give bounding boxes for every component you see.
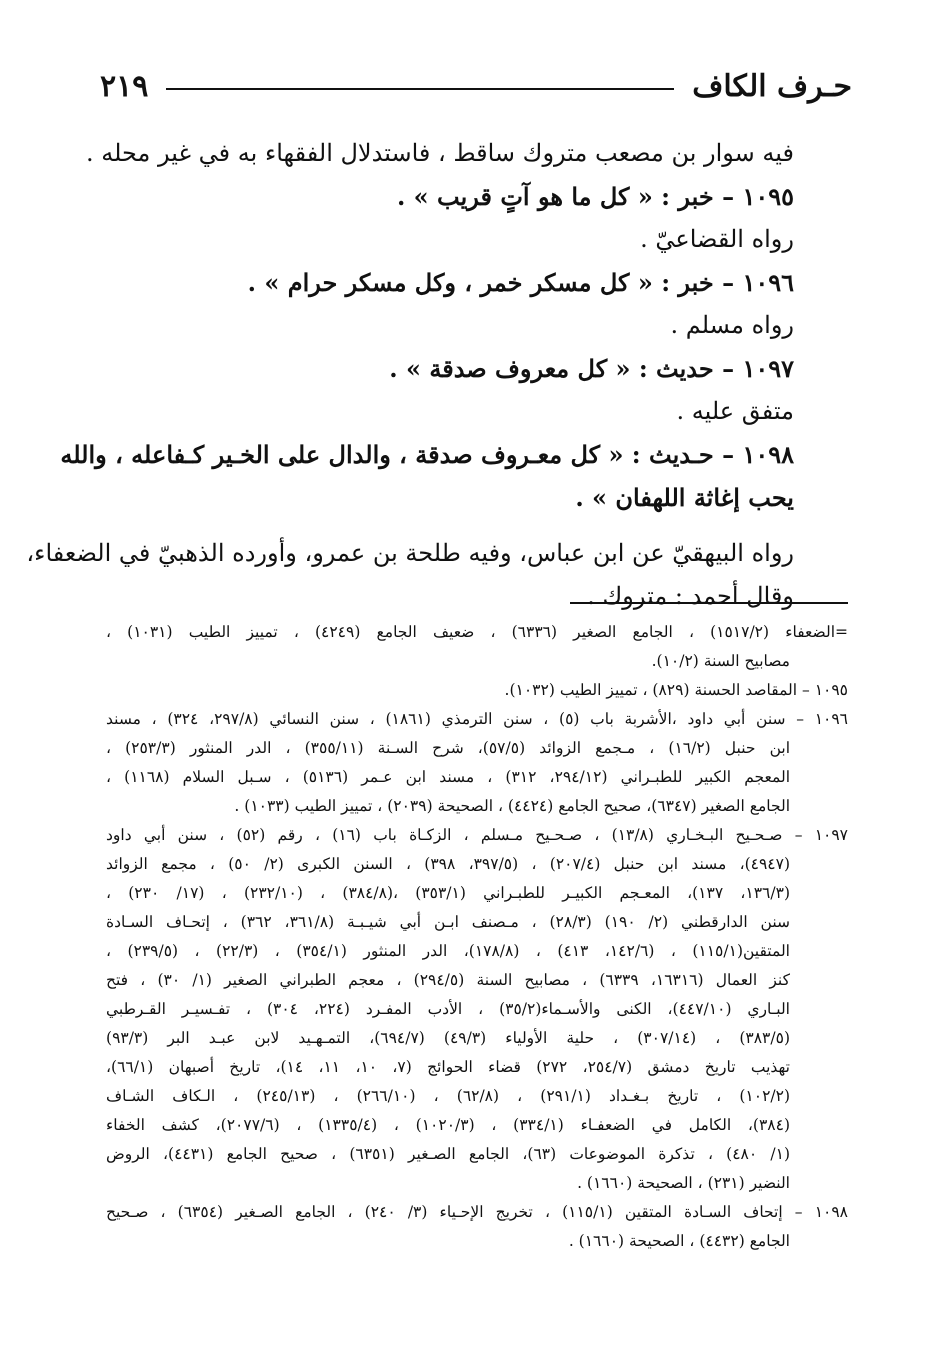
- footnote-line: ١٠٩٦ – سنن أبي داود ،الأشربة باب (٥) ، سنن الترمذي (١٨٦١) ، سنن النسائي (٢٩٧/٨، ٣٢٤) ، مسند: [106, 710, 848, 728]
- main-text-line: ١٠٩٥ – خبر : « كل ما هو آتٍ قريب » .: [396, 182, 794, 211]
- page-number: ٢١٩: [100, 68, 149, 104]
- footnote-line: ١٠٩٨ – إتحاف السـادة المتقين (١١٥/١) ، تخريج الإحـياء (٣/ ٢٤٠) ، الجامع الصـغير (٦٣٥٤) ، صـحيح: [106, 1203, 849, 1221]
- footnote-line: ابن حنبل (١٦/٢) ، مـجمع الزوائد (٥٧/٥)، شرح السـنة (٣٥٥/١١) ، الدر المنثور (٢٥٣/٣) ،: [106, 739, 790, 757]
- paragraph-gap: [104, 519, 794, 532]
- main-text-line: رواه القضاعيّ .: [640, 225, 794, 253]
- main-text-line: وقال أحمد : متروك .: [587, 582, 794, 610]
- footnote-line: البـاري (٤٤٧/١٠)، الكنى والأسـماء(٣٥/٢) ، الأدب المفـرد (٢٢٤، ٣٠٤) ، تفـسيـر القـرطبي: [106, 1000, 790, 1018]
- footnote-separator: [570, 602, 848, 604]
- footnote-line: (٣٨٣/٥) ، (٣٠٧/١٤) ، حلية الأولياء (٤٩/٣) (٦٩٤/٧)، التمـهـيد لابن عبـد البر (٩٣/٣): [106, 1029, 790, 1047]
- footnote-line: الجامع (٤٤٣٢) ، الصحيحة (١٦٦٠) .: [568, 1232, 790, 1250]
- main-text-line: ١٠٩٧ – حديث : « كل معروف صدقة » .: [389, 354, 794, 383]
- footnote-line: ١٠٩٥ – المقاصد الحسنة (٨٢٩) ، تمييز الطيب (١٠٣٢).: [504, 681, 848, 699]
- footnote-line: كنز العمال (١٦٣١٦، ٦٣٣٩) ، مصابيح السنة (٢٩٤/٥) ، معجم الطبراني الصغير (١/ ٣٠) ، فتح: [106, 971, 790, 989]
- footnote-line: سنن الدارقطني (٢/ ١٩٠) (٢٨/٣) ، مـصنف ابـن أبي شيـبـة (٣٦١/٨، ٣٦٢) ، إتحـاف السـادة: [106, 913, 790, 931]
- page-header: [100, 62, 852, 110]
- main-text-line: ١٠٩٦ – خبر : « كل مسكر خمر ، وكل مسكر حرام » .: [247, 268, 794, 297]
- footnote-line: تهذيب تاريخ دمشق (٢٥٤/٧، ٢٧٢) قضاء الحوائج (٧، ١٠، ١١، ١٤)، تاريخ أصبهان (٦٦/١)،: [106, 1058, 790, 1076]
- footnote-line: (١٠٢/٢) ، تاريخ بـغـداد (٢٩١/١) ، (٦٢/٨) ، (٢٦٦/١٠) ، (٢٤٥/١٣) ، الـكاف الشـاف: [106, 1087, 791, 1105]
- footnote-line: المعجم الكبير للطبـراني (٢٩٤/١٢، ٣١٢) ، مسند ابن عـمر (٥١٣٦) ، سـبل السلام (١١٦٨) ،: [106, 768, 791, 786]
- header-rule: [166, 88, 674, 90]
- main-text-line: رواه مسلم .: [670, 311, 794, 339]
- main-text-line: فيه سوار بن مصعب متروك ساقط ، فاستدلال الفقهاء به في غير محله .: [85, 139, 794, 167]
- footnote-line: =الضعفاء (١٥١٧/٢) ، الجامع الصغير (٦٣٣٦) ، ضعيف الجامع (٤٢٤٩) ، تمييز الطيب (١٠٣١) ،: [106, 623, 848, 641]
- footnote-line: (٣٨٤)، الكامل في الضعفـاء (٣٣٤/١) ، (١٠٢٠/٣) ، (١٣٣٥/٤) ، (٢٠٧٧/٦)، كشف الخفاء: [106, 1116, 791, 1134]
- footnote-line: (١/ ٤٨٠) ، تذكرة الموضوعات (٦٣)، الجامع الصـغير (٦٣٥١) ، صحيح الجامع (٤٤٣١)، الروض: [106, 1145, 790, 1163]
- footnote-line: (٤٩٤٧)، مسند ابن حنبل (٢٠٧/٤) ، (٣٩٧/٥، ٣٩٨) ، السنن الكبرى (٢/ ٥٠) ، مجمع الزوائد: [106, 855, 791, 873]
- main-text-line: ١٠٩٨ – حـديث : « كل معـروف صدقة ، والدال على الخـير كـفاعله ، والله: [60, 440, 794, 469]
- running-title: حـرف الكاف: [692, 68, 852, 104]
- main-text-line: رواه البيهقيّ عن ابن عباس، وفيه طلحة بن عمرو، وأورده الذهبيّ في الضعفاء،: [26, 539, 794, 567]
- footnote-line: المتقين(١١٥/١) ، (١٤٢/٦، ٤١٣) ، (١٧٨/٨)، الدر المنثور (٣٥٤/١) ، (٢٢/٣) ، (٢٣٩/٥) ،: [106, 942, 790, 960]
- footnote-line: (١٣٦/٣، ١٣٧)، المعـجم الكبيـر للطبـراني (٣٥٣/١) ،(٣٨٤/٨) ، (٢٣٢/١٠) ، (١٧/ ٢٣٠) ،: [106, 884, 790, 902]
- footnote-line: ١٠٩٧ – صـحـيح البـخـاري (١٣/٨) ، صـحـيح مـسلم ، الزكـاة باب (١٦) ، رقم (٥٢) ، سنن أبي داود: [106, 826, 848, 844]
- footnote-line: النضير (٢٣١) ، الصحيحة (١٦٦٠) .: [577, 1174, 790, 1192]
- footnote-line: مصابيح السنة (١٠/٢).: [651, 652, 790, 670]
- main-text-line: متفق عليه .: [676, 397, 794, 425]
- main-text: [26, 132, 794, 618]
- footnote-line: الجامع الصغير (٦٣٤٧)، صحيح الجامع (٤٤٢٤) ، الصحيحة (٢٠٣٩) ، تمييز الطيب (١٠٣٣) .: [234, 797, 790, 815]
- footnotes: [106, 618, 848, 1256]
- main-text-line: يحب إغاثة اللهفان » .: [575, 483, 794, 512]
